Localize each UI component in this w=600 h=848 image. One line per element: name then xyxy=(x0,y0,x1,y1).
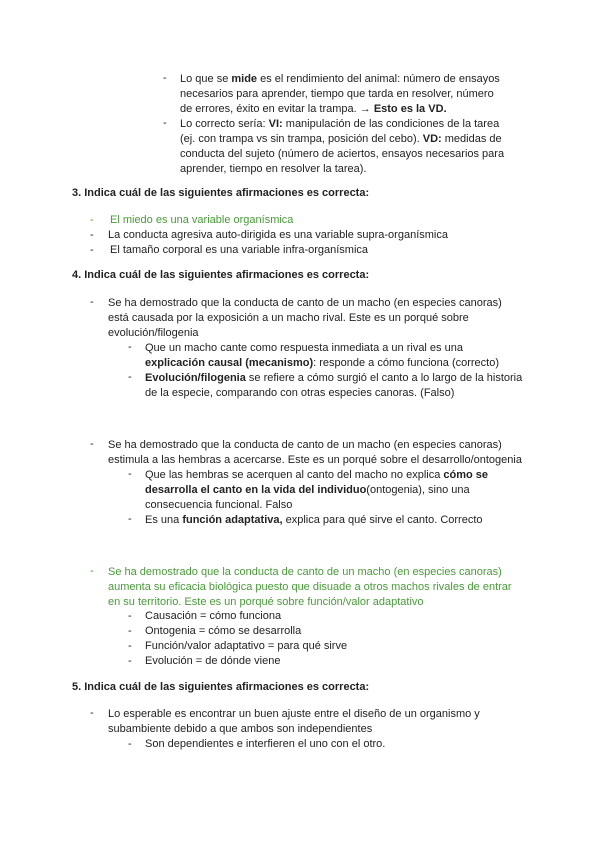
question-4-title: 4. Indica cuál de las siguientes afirmaciones es correcta: xyxy=(72,269,370,281)
bullet-dash: - xyxy=(90,438,94,450)
q3-option-2: La conducta agresiva auto-dirigida es una variable supra-organísmica xyxy=(108,229,448,241)
bullet-dash: - xyxy=(90,296,94,308)
q4-option-1-note-2: Evolución/filogenia se refiere a cómo surgió el canto a lo largo de la historia de la especie, comparando con otras especies canoras. (Falso) xyxy=(145,372,523,399)
q4-option-1: Se ha demostrado que la conducta de canto de un macho (en especies canoras) está causada por la exposición a un macho rival. Este es un porqué sobre evolución/filogenia xyxy=(108,297,502,339)
bullet-dash: - xyxy=(128,468,132,480)
q3-option-3: El tamaño corporal es una variable infra-organísmica xyxy=(110,244,369,256)
bullet-dash: - xyxy=(90,707,94,719)
bullet-dash: - xyxy=(90,244,94,256)
q3-option-1: El miedo es una variable organísmica xyxy=(110,214,294,226)
bullet-dash: - xyxy=(163,72,167,84)
answer-note-correct: Lo correcto sería: VI: manipulación de las condiciones de la tarea (ej. con trampa vs sin trampa, posición del cebo). VD: medidas de conducta del sujeto (número de aciertos, ensayos necesarios para aprender, tiempo en resolver la tarea). xyxy=(180,118,505,175)
bullet-dash: - xyxy=(90,229,94,241)
q4-option-3: Se ha demostrado que la conducta de canto de un macho (en especies canoras) aumenta su eficacia biológica puesto que disuade a otros machos rivales de entrar en su territorio. Este es un porqué sobre función/valor adaptativo xyxy=(108,566,512,608)
q4-option-1-note-1: Que un macho cante como respuesta inmediata a un rival es una explicación causal (mecanismo): responde a cómo funciona (correcto) xyxy=(145,342,500,369)
bullet-dash: - xyxy=(128,625,132,637)
q4-option-3-note-3: Función/valor adaptativo = para qué sirve xyxy=(145,640,348,652)
bullet-dash: - xyxy=(90,565,94,577)
bullet-dash: - xyxy=(128,738,132,750)
q4-option-3-note-2: Ontogenia = cómo se desarrolla xyxy=(145,625,302,637)
q5-option-1: Lo esperable es encontrar un buen ajuste entre el diseño de un organismo y subambiente debido a que ambos son independientes xyxy=(108,708,480,735)
question-5-title: 5. Indica cuál de las siguientes afirmaciones es correcta: xyxy=(72,681,370,693)
q4-option-2: Se ha demostrado que la conducta de canto de un macho (en especies canoras) estimula a las hembras a acercarse. Este es un porqué sobre el desarrollo/ontogenia xyxy=(108,439,522,466)
bullet-dash: - xyxy=(128,371,132,383)
bullet-dash: - xyxy=(128,341,132,353)
q4-option-2-note-1: Que las hembras se acerquen al canto del macho no explica cómo se desarrolla el canto en la vida del individuo(ontogenia), sino una consecuencia funcional. Falso xyxy=(145,469,489,511)
answer-note-measure: Lo que se mide es el rendimiento del animal: número de ensayos necesarios para aprender, tiempo que tarda en resolver, número de errores, éxito en evitar la trampa. → Esto es la VD. xyxy=(180,73,500,115)
q4-option-2-note-2: Es una función adaptativa, explica para qué sirve el canto. Correcto xyxy=(145,514,483,526)
bullet-dash: - xyxy=(90,214,94,226)
q5-option-1-note-1: Son dependientes e interfieren el uno con el otro. xyxy=(145,738,386,750)
q4-option-3-note-4: Evolución = de dónde viene xyxy=(145,655,281,667)
bullet-dash: - xyxy=(128,640,132,652)
question-3-title: 3. Indica cuál de las siguientes afirmaciones es correcta: xyxy=(72,187,370,199)
bullet-dash: - xyxy=(128,610,132,622)
bullet-dash: - xyxy=(128,655,132,667)
bullet-dash: - xyxy=(163,117,167,129)
q4-option-3-note-1: Causación = cómo funciona xyxy=(145,610,282,622)
bullet-dash: - xyxy=(128,513,132,525)
